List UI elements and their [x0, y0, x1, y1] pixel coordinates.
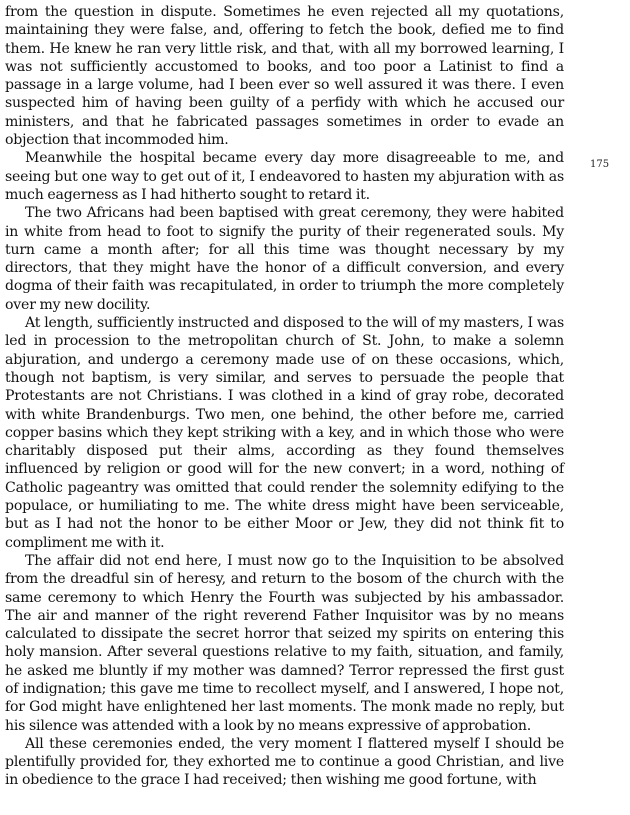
paragraph-5: The affair did not end here, I must now go to the Inquisition to be absolved from the dreadful sin of heresy, and return to the bosom of the church with the same ceremony to which Henry the Fourth was subjected by his ambassador. The air and manner of the right reverend Father Inquisitor was by no means calculated to dissipate the secret horror that seized my spirits on entering this holy mansion. After several questions relative to my faith, situation, and family, he asked me bluntly if my mother was damned? Terror repressed the first gust of indignation; this gave me time to recollect myself, and I answered, I hope not, for God might have enlightened her last moments. The monk made no reply, but his silence was attended with a look by no means expressive of approbation.: [5, 552, 564, 734]
paragraph-4: At length, sufficiently instructed and disposed to the will of my masters, I was led in procession to the metropolitan church of St. John, to make a solemn abjuration, and undergo a ceremony made use of on these occasions, which, though not baptism, is very similar, and serves to persuade the people that Protestants are not Christians. I was clothed in a kind of gray robe, decorated with white Brandenburgs. Two men, one behind, the other before me, carried copper basins which they kept striking with a key, and in which those who were charitably disposed put their alms, according as they found themselves influenced by religion or good will for the new convert; in a word, nothing of Catholic pageantry was omitted that could render the solemnity edifying to the populace, or humiliating to me. The white dress might have been serviceable, but as I had not the honor to be either Moor or Jew, they did not think fit to compliment me with it.: [5, 315, 564, 551]
paragraph-2: Meanwhile the hospital became every day more disagreeable to me, and seeing but one way to get out of it, I endeavored to hasten my abjuration with as much eagerness as I had hitherto sought to retard it.: [5, 150, 564, 203]
page-number: 175: [590, 159, 610, 170]
paragraph-1: from the question in dispute. Sometimes he even rejected all my quotations, maintaining they were false, and, offering to fetch the book, defied me to find them. He knew he ran very little risk, and that, with all my borrowed learning, I was not sufficiently accustomed to books, and too poor a Latinist to find a passage in a large volume, had I been ever so well assured it was there. I even suspected him of having been guilty of a perfidy with which he accused our ministers, and that he fabricated passages sometimes in order to evade an objection that incommoded him.: [5, 4, 564, 149]
paragraph-6: All these ceremonies ended, the very moment I flattered myself I should be plentifully provided for, they exhorted me to continue a good Christian, and live in obedience to the grace I had received; then wishing me good fortune, with: [5, 735, 564, 789]
paragraph-3: The two Africans had been baptised with great ceremony, they were habited in white from head to foot to signify the purity of their regenerated souls. My turn came a month after; for all this time was thought necessary by my directors, that they might have the honor of a difficult conversion, and every dogma of their faith was recapitulated, in order to triumph the more completely over my new docility.: [5, 205, 564, 313]
body-text: [5, 3, 564, 790]
